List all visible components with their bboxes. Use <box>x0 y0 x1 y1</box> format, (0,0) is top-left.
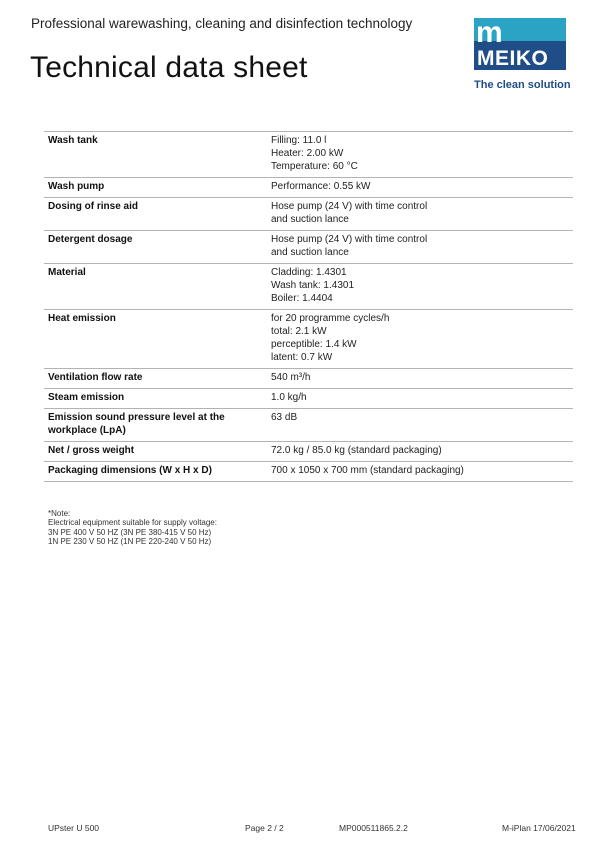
spec-value-line: for 20 programme cycles/h <box>271 313 390 324</box>
spec-value-line: Boiler: 1.4404 <box>271 293 333 304</box>
spec-row <box>44 409 573 442</box>
spec-row <box>44 264 573 310</box>
page-title: Technical data sheet <box>30 51 308 84</box>
spec-row <box>44 462 573 482</box>
spec-value-line: latent: 0.7 kW <box>271 352 333 363</box>
spec-value-line: Hose pump (24 V) with time control <box>271 234 428 245</box>
meiko-logo <box>474 18 571 91</box>
spec-value-line: Heater: 2.00 kW <box>271 148 344 159</box>
footer-model: UPster U 500 <box>48 823 100 833</box>
spec-row <box>44 178 573 198</box>
spec-values <box>271 266 573 305</box>
spec-label: Ventilation flow rate <box>48 372 143 383</box>
note-line: *Note: <box>48 509 71 518</box>
spec-values <box>271 444 573 457</box>
spec-value-line: Hose pump (24 V) with time control <box>271 201 428 212</box>
spec-label: Heat emission <box>48 313 116 324</box>
spec-values <box>271 233 573 259</box>
spec-values <box>271 312 573 364</box>
spec-label: Dosing of rinse aid <box>48 201 139 212</box>
tagline: Professional warewashing, cleaning and disinfection technology <box>31 16 413 31</box>
spec-label: Wash pump <box>48 181 105 192</box>
spec-values <box>271 371 573 384</box>
spec-value-line: Filling: 11.0 l <box>271 135 327 146</box>
spec-values <box>271 134 573 173</box>
spec-row <box>44 198 573 231</box>
spec-value-line: perceptible: 1.4 kW <box>271 339 357 350</box>
spec-value-line: 1.0 kg/h <box>271 392 307 403</box>
spec-label: Detergent dosage <box>48 234 133 245</box>
spec-label: Packaging dimensions (W x H x D) <box>48 465 212 476</box>
spec-value-line: total: 2.1 kW <box>271 326 327 337</box>
logo-letter: m <box>476 18 503 49</box>
spec-values <box>271 200 573 226</box>
spec-value-line: Wash tank: 1.4301 <box>271 280 355 291</box>
spec-values <box>271 180 573 193</box>
spec-row <box>44 442 573 462</box>
voltage-note <box>48 509 217 547</box>
spec-row <box>44 310 573 369</box>
spec-values <box>271 411 573 437</box>
spec-value-line: and suction lance <box>271 214 349 225</box>
footer-source-date: M-iPlan 17/06/2021 <box>502 823 576 833</box>
spec-table <box>44 131 573 482</box>
spec-row <box>44 132 573 178</box>
spec-value-line: 72.0 kg / 85.0 kg (standard packaging) <box>271 445 442 456</box>
spec-label: Emission sound pressure level at the workplace (LpA) <box>48 412 225 436</box>
footer-page-number: Page 2 / 2 <box>245 823 284 833</box>
spec-values <box>271 464 573 477</box>
spec-row <box>44 389 573 409</box>
spec-value-line: and suction lance <box>271 247 349 258</box>
spec-values <box>271 391 573 404</box>
spec-label: Steam emission <box>48 392 125 403</box>
spec-label: Net / gross weight <box>48 445 135 456</box>
footer-doc-number: MP000511865.2.2 <box>339 823 408 833</box>
spec-row <box>44 231 573 264</box>
spec-value-line: Cladding: 1.4301 <box>271 267 347 278</box>
spec-label: Wash tank <box>48 135 98 146</box>
spec-value-line: 700 x 1050 x 700 mm (standard packaging) <box>271 465 464 476</box>
note-line: 3N PE 400 V 50 HZ (3N PE 380-415 V 50 Hz) <box>48 527 212 537</box>
spec-value-line: 540 m³/h <box>271 372 311 383</box>
spec-value-line: Temperature: 60 °C <box>271 161 358 172</box>
logo-tagline: The clean solution <box>474 79 571 91</box>
spec-row <box>44 369 573 389</box>
spec-value-line: Performance: 0.55 kW <box>271 181 371 192</box>
spec-value-line: 63 dB <box>271 412 298 423</box>
note-line: Electrical equipment suitable for supply voltage: <box>48 518 217 528</box>
spec-label: Material <box>48 267 86 278</box>
note-line: 1N PE 230 V 50 HZ (1N PE 220-240 V 50 Hz) <box>48 537 212 547</box>
meiko-logo-mark <box>474 18 566 70</box>
logo-wordmark: MEIKO <box>477 47 549 70</box>
